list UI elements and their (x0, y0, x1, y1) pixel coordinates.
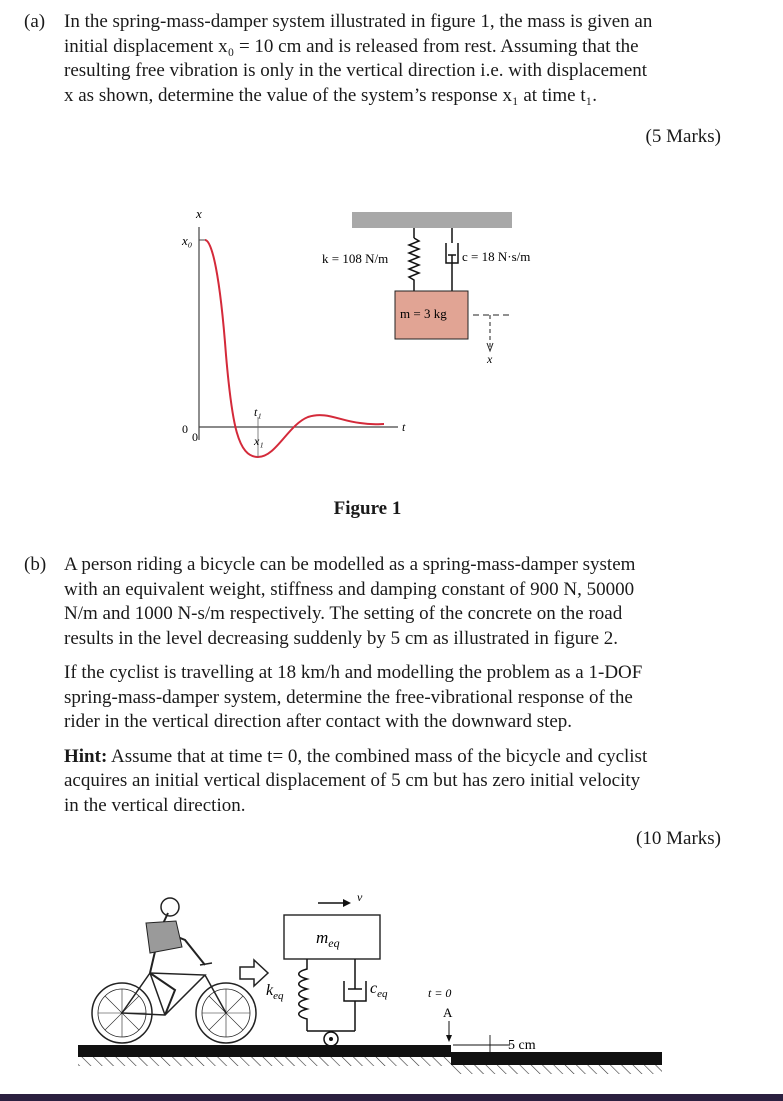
damper-c-label: c = 18 N·s/m (462, 249, 531, 264)
spring-k-label: k = 108 N/m (322, 251, 389, 266)
rider-head (161, 898, 179, 916)
plot-t-label: t (402, 420, 406, 434)
part-a-text (64, 10, 724, 108)
part-b-line: in the vertical direction. (64, 794, 246, 816)
hint-text: Assume that at time t= 0, the combined mass of the bicycle and cyclist (107, 745, 648, 767)
hint-label: Hint: (64, 745, 108, 767)
part-b-line: rider in the vertical direction after contact with the downward step. (64, 711, 573, 732)
part-b-line: results in the level decreasing suddenly by 5 cm as illustrated in figure 2. (64, 627, 619, 649)
plot-t1-label: t₁ (254, 405, 262, 419)
figure-2 (0, 885, 783, 1085)
part-b-line: N/m and 1000 N-s/m respectively. The setting of the concrete on the road (64, 603, 623, 624)
displacement-x-label: x (487, 352, 493, 366)
mass-m-label: m = 3 kg (400, 306, 447, 321)
part-b-line: acquires an initial vertical displacement of 5 cm but has zero initial velocity (64, 770, 641, 791)
part-b-line: If the cyclist is travelling at 18 km/h and modelling the problem as a 1-DOF (64, 662, 643, 683)
road-lower (451, 1052, 662, 1065)
part-b-marks: (10 Marks) (636, 828, 721, 849)
velocity-label: v (357, 890, 363, 904)
t0-label: t = 0 (428, 986, 452, 1000)
spring-k (409, 238, 419, 291)
part-b-text (64, 553, 724, 818)
plot-x1-label: x₁ (254, 434, 264, 448)
part-b-line: with an equivalent weight, stiffness and damping constant of 900 N, 50000 (64, 578, 635, 600)
plot-origin-x: 0 (182, 422, 188, 436)
ceiling (352, 212, 512, 228)
point-a-label: A (443, 1005, 453, 1020)
hint-line (64, 745, 724, 770)
question-part-a (24, 10, 724, 110)
spring-keq (299, 959, 307, 1031)
step-size-label: 5 cm (508, 1038, 536, 1053)
plot-x-axis-label: x (196, 206, 202, 221)
question-part-b (24, 553, 724, 816)
part-a-line: initial displacement x₀ = 10 cm and is released from rest. Assuming that the (64, 35, 639, 57)
ceq-label: $c_{eq}$ (370, 980, 388, 1000)
part-a-line: resulting free vibration is only in the vertical direction i.e. with displacement (64, 60, 648, 81)
model-arrow-icon (240, 960, 268, 986)
plot-origin-y: 0 (192, 430, 198, 444)
road-upper (78, 1045, 451, 1057)
part-a-line: In the spring-mass-damper system illustrated in figure 1, the mass is given an (64, 11, 653, 32)
part-a-line: x as shown, determine the value of the system’s response x₁ at time t₁. (64, 84, 597, 106)
road-upper-hatch (78, 1057, 451, 1066)
part-b-line: A person riding a bicycle can be modelled as a spring-mass-damper system (64, 554, 636, 575)
plot-x0-label: x₀ (182, 233, 193, 248)
cyclist-illustration (92, 898, 256, 1043)
figure-1 (0, 195, 783, 495)
part-a-label: (a) (24, 11, 46, 32)
part-b-label: (b) (24, 554, 47, 575)
road-lower-hatch (451, 1065, 662, 1074)
keq-label: $k_{eq}$ (266, 982, 284, 1002)
response-curve (205, 240, 384, 457)
figure-1-caption: Figure 1 (333, 498, 402, 519)
meq-label: $m_{eq}$ (316, 928, 340, 950)
bottom-bar (0, 1094, 783, 1101)
part-b-line: spring-mass-damper system, determine the free-vibrational response of the (64, 686, 633, 708)
part-a-marks: (5 Marks) (645, 126, 721, 147)
